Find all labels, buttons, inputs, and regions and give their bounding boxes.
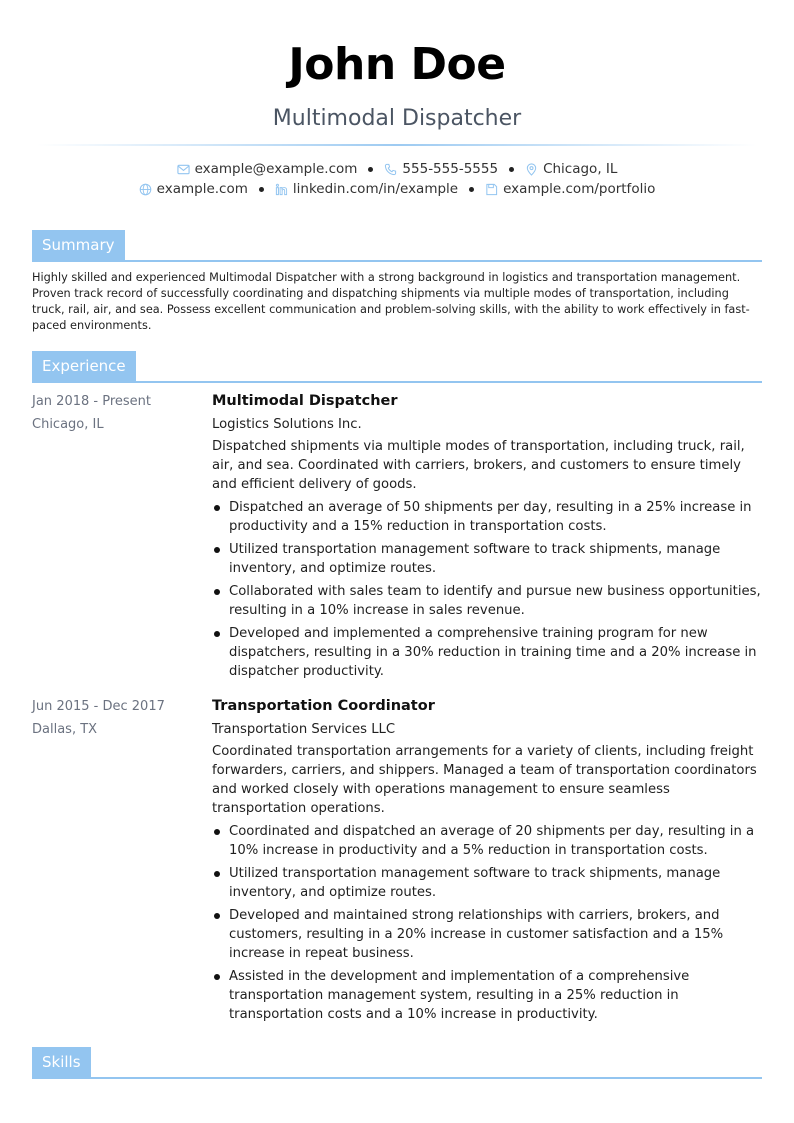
- experience-section: [32, 351, 762, 1028]
- experience-title: Multimodal Dispatcher: [212, 393, 398, 409]
- experience-location: Dallas, TX: [32, 722, 98, 737]
- linkedin-text: linkedin.com/in/example: [292, 181, 459, 197]
- experience-description: Dispatched shipments via multiple modes of transportation, including truck, rail, air, and sea. Coordinated with carriers, brokers, and customers to ensure timely and efficient delivery of goods.: [212, 439, 745, 492]
- bullet-item: Dispatched an average of 50 shipments per day, resulting in a 25% increase in productivity and a 15% reduction in transportation costs.: [212, 498, 762, 536]
- phone-icon: [384, 163, 397, 176]
- experience-company: Transportation Services LLC: [212, 722, 396, 737]
- contact-email[interactable]: [177, 160, 358, 178]
- portfolio-icon: [485, 183, 498, 196]
- contact-linkedin[interactable]: [275, 180, 458, 198]
- experience-dates: Jan 2018 - Present: [32, 394, 151, 409]
- experience-dates: Jun 2015 - Dec 2017: [32, 699, 165, 714]
- experience-details: [212, 695, 762, 1028]
- experience-location: Chicago, IL: [32, 417, 104, 432]
- bullet-item: Collaborated with sales team to identify and pursue new business opportunities, resulting in a 10% increase in sales revenue.: [212, 582, 762, 620]
- experience-meta: [32, 695, 212, 1028]
- header-divider: [37, 144, 757, 146]
- contact-row-2: [0, 180, 794, 198]
- contact-separator: [368, 167, 373, 172]
- experience-entry: [32, 390, 762, 685]
- contact-separator: [469, 187, 474, 192]
- bullet-item: Utilized transportation management software to track shipments, manage inventory, and optimize routes.: [212, 540, 762, 578]
- phone-text: 555-555-5555: [402, 161, 499, 177]
- summary-text: Highly skilled and experienced Multimodal Dispatcher with a strong background in logistics and transportation management. Proven track record of successfully coordinating and dispatching shipments via multiple modes of transportation, including truck, rail, air, and sea. Possess excellent communication and problem-solving skills, with the ability to work effectively in fast-paced environments.: [32, 271, 750, 332]
- experience-title: Transportation Coordinator: [212, 698, 435, 714]
- bullet-item: Utilized transportation management software to track shipments, manage inventory, and optimize routes.: [212, 864, 762, 902]
- bullet-item: Developed and maintained strong relationships with carriers, brokers, and customers, resulting in a 20% increase in customer satisfaction and a 15% increase in repeat business.: [212, 906, 762, 963]
- contact-separator: [509, 167, 514, 172]
- linkedin-icon: [275, 183, 288, 196]
- contact-separator: [259, 187, 264, 192]
- job-title-headline: Multimodal Dispatcher: [272, 106, 522, 131]
- experience-description: Coordinated transportation arrangements for a variety of clients, including freight forwarders, carriers, and shippers. Managed a team of transportation coordinators and worked closely with operations management to ensure seamless transportation operations.: [212, 744, 757, 816]
- portfolio-text: example.com/portfolio: [503, 181, 656, 197]
- experience-bullets: [212, 822, 762, 1024]
- summary-heading: Summary: [32, 230, 125, 260]
- location-pin-icon: [525, 163, 538, 176]
- summary-section: [32, 230, 762, 334]
- experience-heading-bar: [32, 351, 762, 383]
- contact-website[interactable]: [139, 180, 248, 198]
- contact-portfolio[interactable]: [485, 180, 655, 198]
- experience-company: Logistics Solutions Inc.: [212, 417, 362, 432]
- bullet-item: Coordinated and dispatched an average of 20 shipments per day, resulting in a 10% increase in productivity and a 5% reduction in transportation costs.: [212, 822, 762, 860]
- experience-heading: Experience: [32, 351, 136, 381]
- experience-details: [212, 390, 762, 685]
- experience-meta: [32, 390, 212, 685]
- skills-section: [32, 1047, 762, 1079]
- skills-heading: Skills: [32, 1047, 91, 1077]
- globe-icon: [139, 183, 152, 196]
- resume-header: [0, 0, 794, 198]
- contact-location: [525, 160, 617, 178]
- contact-row-1: [0, 160, 794, 178]
- bullet-item: Developed and implemented a comprehensive training program for new dispatchers, resulting in a 30% reduction in training time and a 20% increase in dispatcher productivity.: [212, 624, 762, 681]
- website-text: example.com: [156, 181, 248, 197]
- experience-entry: [32, 695, 762, 1028]
- experience-bullets: [212, 498, 762, 681]
- bullet-item: Assisted in the development and implementation of a comprehensive transportation management system, resulting in a 25% reduction in transportation costs and a 10% increase in productivity.: [212, 967, 762, 1024]
- location-text: Chicago, IL: [543, 161, 618, 177]
- candidate-name: John Doe: [288, 39, 506, 90]
- email-text: example@example.com: [194, 161, 358, 177]
- summary-heading-bar: [32, 230, 762, 262]
- contact-phone[interactable]: [384, 160, 498, 178]
- email-icon: [177, 163, 190, 176]
- skills-heading-bar: [32, 1047, 762, 1079]
